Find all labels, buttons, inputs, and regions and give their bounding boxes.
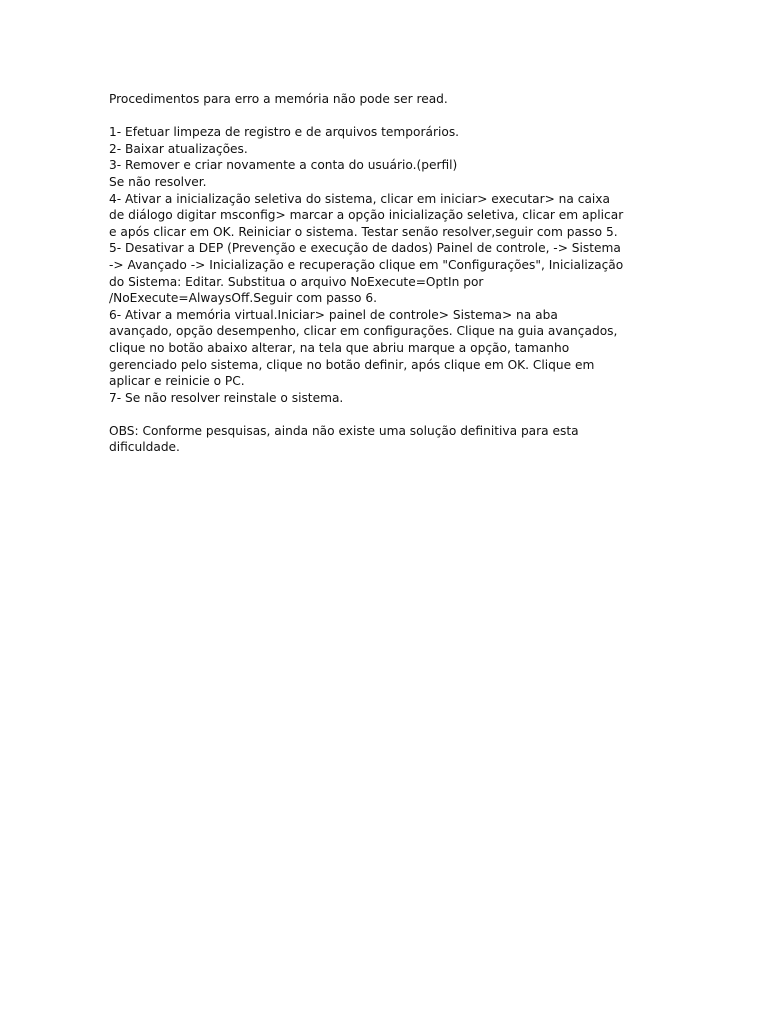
step-line: 5- Desativar a DEP (Prevenção e execução de dados) Painel de controle, -> Sistema <box>109 241 621 256</box>
step-line: de diálogo digitar msconfig> marcar a opção inicialização seletiva, clicar em aplicar <box>109 208 624 223</box>
step-line: e após clicar em OK. Reiniciar o sistema. Testar senão resolver,seguir com passo 5. <box>109 224 618 239</box>
document-body <box>109 91 669 456</box>
step-line: /NoExecute=AlwaysOff.Seguir com passo 6. <box>109 291 377 306</box>
step-line: do Sistema: Editar. Substitua o arquivo NoExecute=OptIn por <box>109 274 484 289</box>
obs-line: dificuldade. <box>109 440 180 455</box>
step-line: 3- Remover e criar novamente a conta do usuário.(perfil) <box>109 158 458 173</box>
step-line: 7- Se não resolver reinstale o sistema. <box>109 390 344 405</box>
step-line: 2- Baixar atualizações. <box>109 141 248 156</box>
step-line: aplicar e reinicie o PC. <box>109 374 245 389</box>
paragraph-gap <box>109 108 669 125</box>
step-line: 1- Efetuar limpeza de registro e de arquivos temporários. <box>109 125 460 140</box>
step-line: Se não resolver. <box>109 174 207 189</box>
obs-line: OBS: Conforme pesquisas, ainda não existe uma solução definitiva para esta <box>109 423 579 438</box>
step-line: clique no botão abaixo alterar, na tela que abriu marque a opção, tamanho <box>109 340 570 355</box>
document-title: Procedimentos para erro a memória não pode ser read. <box>109 92 448 106</box>
step-line: 6- Ativar a memória virtual.Iniciar> painel de controle> Sistema> na aba <box>109 307 558 322</box>
step-line: gerenciado pelo sistema, clique no botão definir, após clique em OK. Clique em <box>109 357 595 372</box>
step-line: -> Avançado -> Inicialização e recuperação clique em "Configurações", Inicialização <box>109 257 624 272</box>
step-line: avançado, opção desempenho, clicar em configurações. Clique na guia avançados, <box>109 324 618 339</box>
step-line: 4- Ativar a inicialização seletiva do sistema, clicar em iniciar> executar> na caixa <box>109 191 610 206</box>
paragraph-gap <box>109 406 669 423</box>
